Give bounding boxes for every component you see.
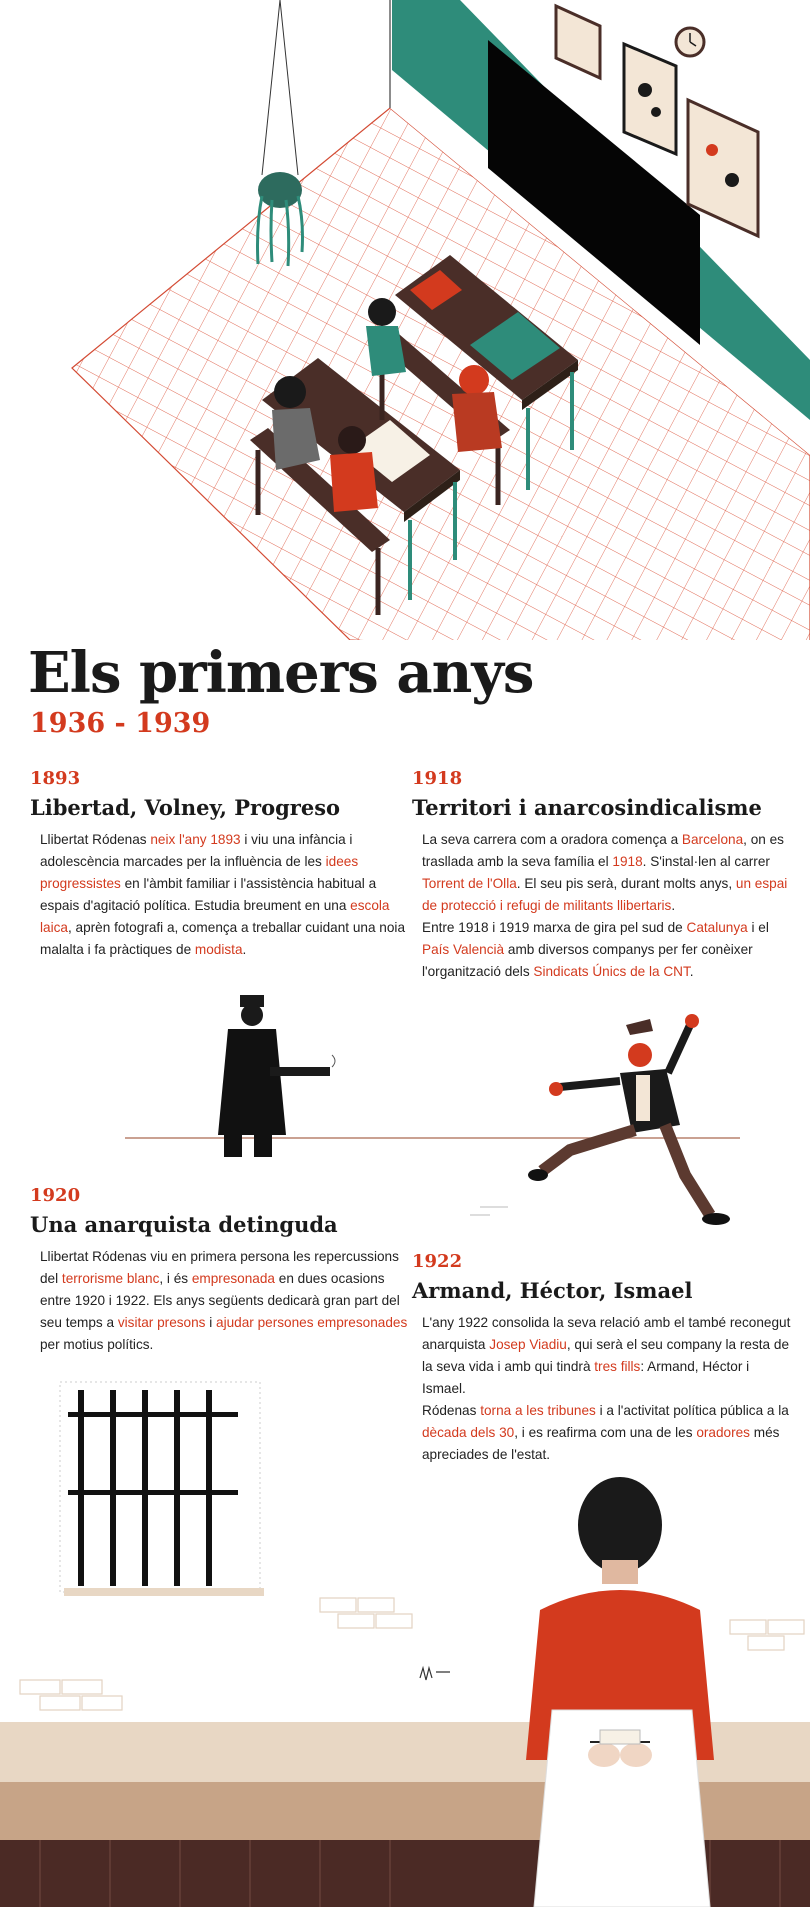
- section-heading: Armand, Héctor, Ismael: [412, 1278, 693, 1303]
- date-range: 1936 - 1939: [30, 708, 211, 739]
- paragraph: [40, 1246, 410, 1356]
- highlighted-text: torna a les tribunes: [480, 1403, 596, 1418]
- highlighted-text: Sindicats Únics de la CNT: [533, 964, 690, 979]
- body-text: .: [671, 898, 676, 913]
- section-body: [422, 829, 792, 983]
- body-text: Llibertat Ródenas: [40, 832, 151, 847]
- highlighted-text: visitar presons: [117, 1315, 206, 1330]
- highlighted-text: modista: [194, 942, 243, 957]
- body-text: i viu una infància i adolescència marcades per la influència de les: [40, 832, 353, 869]
- body-text: : Armand, Héctor i Ismael.: [422, 1359, 750, 1396]
- running-man-icon: [470, 1014, 730, 1225]
- page-title: Els primers anys: [28, 640, 534, 706]
- body-text: .: [689, 964, 694, 979]
- section-heading: Libertad, Volney, Progreso: [30, 795, 341, 820]
- body-text: Ródenas: [422, 1403, 481, 1418]
- highlighted-text: idees progressistes: [40, 854, 359, 891]
- highlighted-text: Barcelona: [681, 832, 744, 847]
- body-text: , aprèn fotografi a, comença a treballar cuidant una noia malalta i fa pràctiques de: [40, 920, 406, 957]
- body-text: en dues ocasions entre 1920 i 1922. Els anys següents dedicarà gran part del seu temps a: [40, 1271, 400, 1330]
- highlighted-text: País Valencià: [422, 942, 505, 957]
- signature-mark: [420, 1668, 450, 1680]
- highlighted-text: 1918: [612, 854, 643, 869]
- section-1893: [30, 768, 415, 961]
- section-heading: Una anarquista detinguda: [30, 1212, 338, 1237]
- section-year: 1918: [412, 768, 463, 789]
- body-text: . El seu pis serà, durant molts anys,: [516, 876, 736, 891]
- body-text: , i és: [159, 1271, 192, 1286]
- section-body: [40, 1246, 410, 1356]
- highlighted-text: escola laica: [40, 898, 390, 935]
- body-text: Llibertat Ródenas viu en primera persona les repercussions del: [40, 1249, 399, 1286]
- soldier-icon: [218, 995, 335, 1157]
- body-text: .: [242, 942, 247, 957]
- highlighted-text: neix l'any 1893: [150, 832, 241, 847]
- section-year: 1893: [30, 768, 81, 789]
- classroom-illustration: [0, 0, 810, 640]
- body-text: en l'àmbit familiar i l'assistència habitual a espais d'agitació política. Estudia breument en una: [40, 876, 377, 913]
- body-text: i a l'activitat política pública a la: [595, 1403, 789, 1418]
- highlighted-text: Torrent de l'Olla: [422, 876, 517, 891]
- section-body: [40, 829, 410, 961]
- section-1918: [412, 768, 797, 983]
- paragraph: [40, 829, 410, 961]
- highlighted-text: empresonada: [191, 1271, 275, 1286]
- highlighted-text: tres fills: [594, 1359, 641, 1374]
- prison-window-icon: [60, 1382, 264, 1596]
- body-text: La seva carrera com a oradora comença a: [422, 832, 682, 847]
- handcuffed-woman-icon: [526, 1477, 714, 1907]
- highlighted-text: dècada dels 30: [422, 1425, 515, 1440]
- paragraph: [422, 917, 792, 983]
- prison-scene-illustration: [0, 1380, 810, 1907]
- body-text: amb diversos companys per fer conèixer l'organització dels: [422, 942, 753, 979]
- section-year: 1922: [412, 1251, 463, 1272]
- body-text: , qui serà el seu company la resta de la seva vida i amb qui tindrà: [422, 1337, 790, 1374]
- body-text: i: [205, 1315, 217, 1330]
- highlighted-text: Josep Viadiu: [489, 1337, 567, 1352]
- section-heading: Territori i anarcosindicalisme: [412, 795, 762, 820]
- body-text: més apreciades de l'estat.: [422, 1425, 780, 1462]
- section-year: 1920: [30, 1185, 81, 1206]
- body-text: , on es trasllada amb la seva família el: [422, 832, 784, 869]
- paragraph: [422, 829, 792, 917]
- highlighted-text: ajudar persones empresonades: [216, 1315, 408, 1330]
- highlighted-text: oradores: [696, 1425, 750, 1440]
- body-text: . S'instal·len al carrer: [642, 854, 770, 869]
- section-1920: [30, 1185, 415, 1356]
- body-text: L'any 1922 consolida la seva relació amb el també reconegut anarquista: [422, 1315, 791, 1352]
- body-text: per motius polítics.: [40, 1337, 154, 1352]
- body-text: i el: [747, 920, 769, 935]
- highlighted-text: Catalunya: [686, 920, 748, 935]
- highlighted-text: terrorisme blanc: [61, 1271, 160, 1286]
- highlighted-text: un espai de protecció i refugi de militants llibertaris: [422, 876, 788, 913]
- body-text: Entre 1918 i 1919 marxa de gira pel sud de: [422, 920, 687, 935]
- body-text: , i es reafirma com una de les: [514, 1425, 697, 1440]
